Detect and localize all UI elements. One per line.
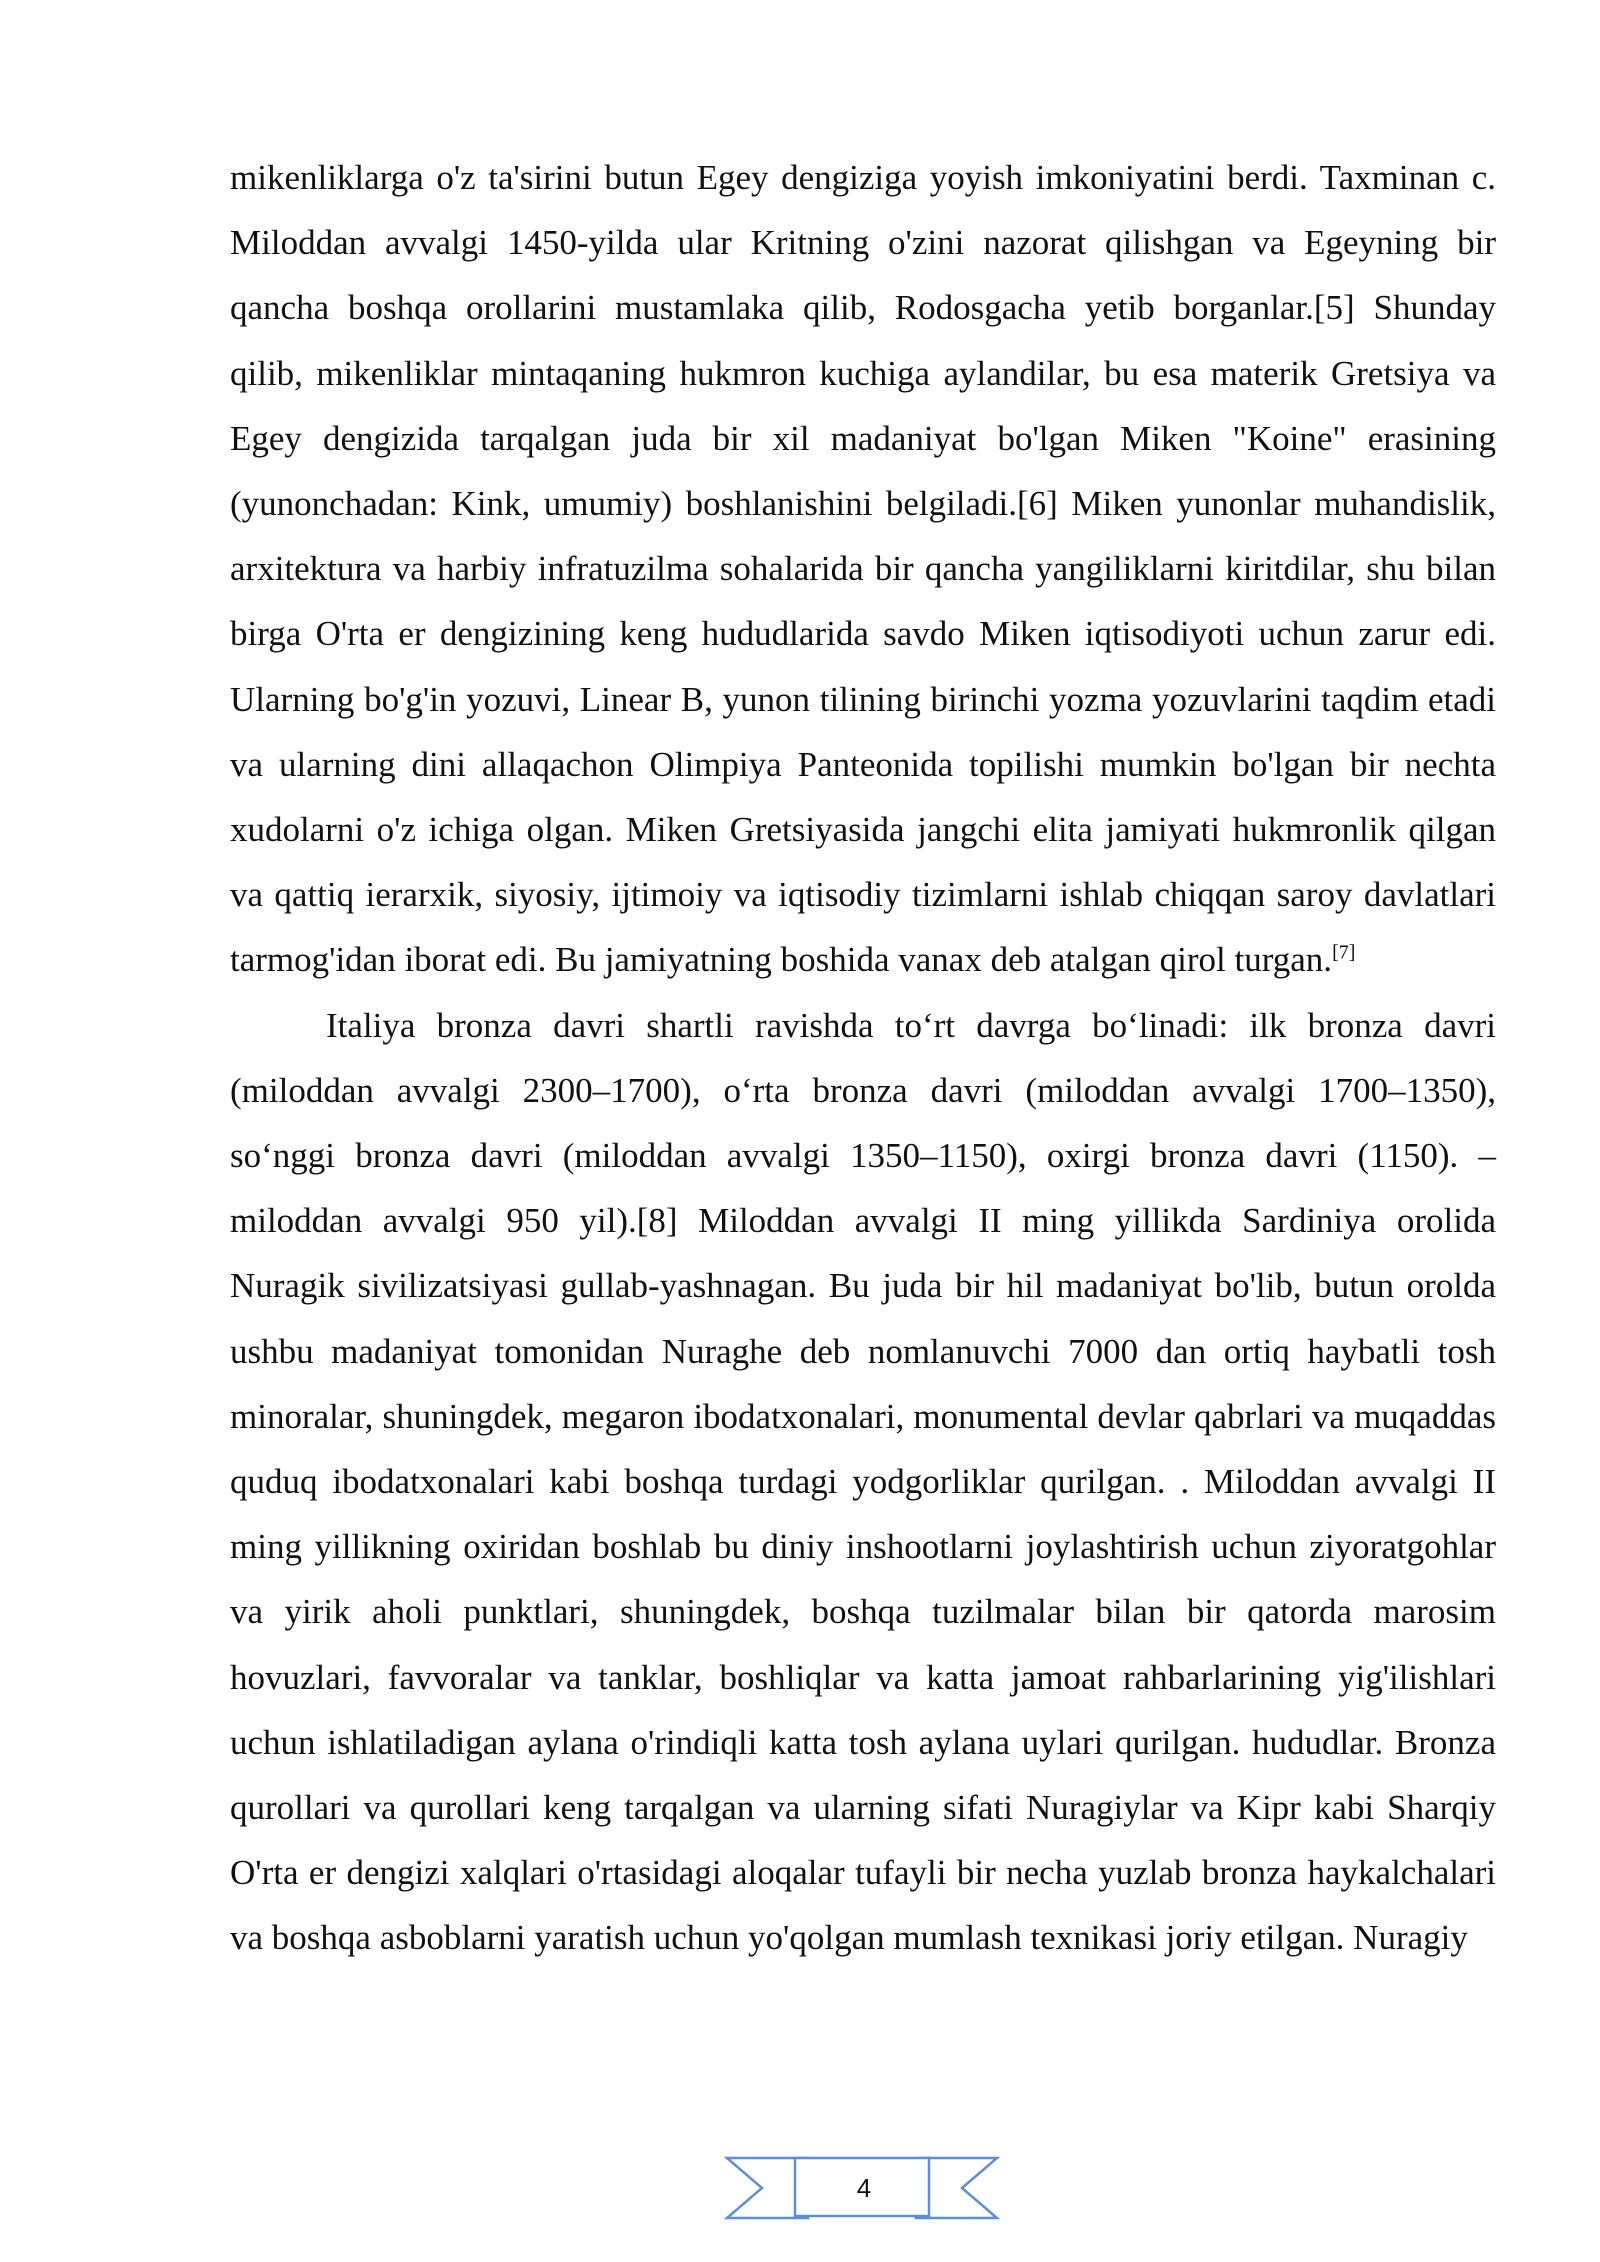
paragraph-italian-bronze-age (230, 993, 1496, 1971)
footnote-reference[interactable]: [7] (1332, 941, 1356, 964)
paragraph-text: Italiya bronza davri shartli ravishda to‘rt davrga bo‘linadi: ilk bronza davri (miloddan avvalgi 2300–1700), o‘rta bronza davri (miloddan avvalgi 1700–1350), so‘nggi bronza davri (miloddan avvalgi 1350–1150), oxirgi bronza davri (1150). – miloddan avvalgi 950 yil).[8] Miloddan avvalgi II ming yillikda Sardiniya orolida Nuragik sivilizatsiyasi gullab-yashnagan. Bu juda bir hil madaniyat bo'lib, butun orolda ushbu madaniyat tomonidan Nuraghe deb nomlanuvchi 7000 dan ortiq haybatli tosh minoralar, shuningdek, megaron ibodatxonalari, monumental devlar qabrlari va muqaddas quduq ibodatxonalari kabi boshqa turdagi yodgorliklar qurilgan. . Miloddan avvalgi II ming yillikning oxiridan boshlab bu diniy inshootlarni joylashtirish uchun ziyoratgohlar va yirik aholi punktlari, shuningdek, boshqa tuzilmalar bilan bir qatorda marosim hovuzlari, favvoralar va tanklar, boshliqlar va katta jamoat rahbarlarining yig'ilishlari uchun ishlatiladigan aylana o'rindiqli katta tosh aylana uylari qurilgan. hududlar. Bronza qurollari va qurollari keng tarqalgan va ularning sifati Nuragiylar va Kipr kabi Sharqiy O'rta er dengizi xalqlari o'rtasidagi aloqalar tufayli bir necha yuzlab bronza haykalchalari va boshqa asboblarni yaratish uchun yo'qolgan mumlash texnikasi joriy etilgan. Nuragiy (230, 1005, 1496, 1958)
paragraph-text: mikenliklarga o'z ta'sirini butun Egey dengiziga yoyish imkoniyatini berdi. Taxminan c. Miloddan avvalgi 1450-yilda ular Kritning o'zini nazorat qilishgan va Egeyning bir qancha boshqa orollarini mustamlaka qilib, Rodosgacha yetib borganlar.[5] Shunday qilib, mikenliklar mintaqaning hukmron kuchiga aylandilar, bu esa materik Gretsiya va Egey dengizida tarqalgan juda bir xil madaniyat bo'lgan Miken "Koine" erasining (yunonchadan: Kink, umumiy) boshlanishini belgiladi.[6] Miken yunonlar muhandislik, arxitektura va harbiy infratuzilma sohalarida bir qancha yangiliklarni kiritdilar, shu bilan birga O'rta er dengizining keng hududlarida savdo Miken iqtisodiyoti uchun zarur edi. Ularning bo'g'in yozuvi, Linear B, yunon tilining birinchi yozma yozuvlarini taqdim etadi va ularning dini allaqachon Olimpiya Panteonida topilishi mumkin bo'lgan bir nechta xudolarni o'z ichiga olgan. Miken Gretsiyasida jangchi elita jamiyati hukmronlik qilgan va qattiq ierarxik, siyosiy, ijtimoiy va iqtisodiy tizimlarni ishlab chiqqan saroy davlatlari tarmog'idan iborat edi. Bu jamiyatning boshida vanax deb atalgan qirol turgan. (230, 158, 1496, 980)
paragraph-mycenaean (230, 145, 1496, 993)
document-body (230, 145, 1496, 1971)
page-number: 4 (856, 2172, 872, 2203)
